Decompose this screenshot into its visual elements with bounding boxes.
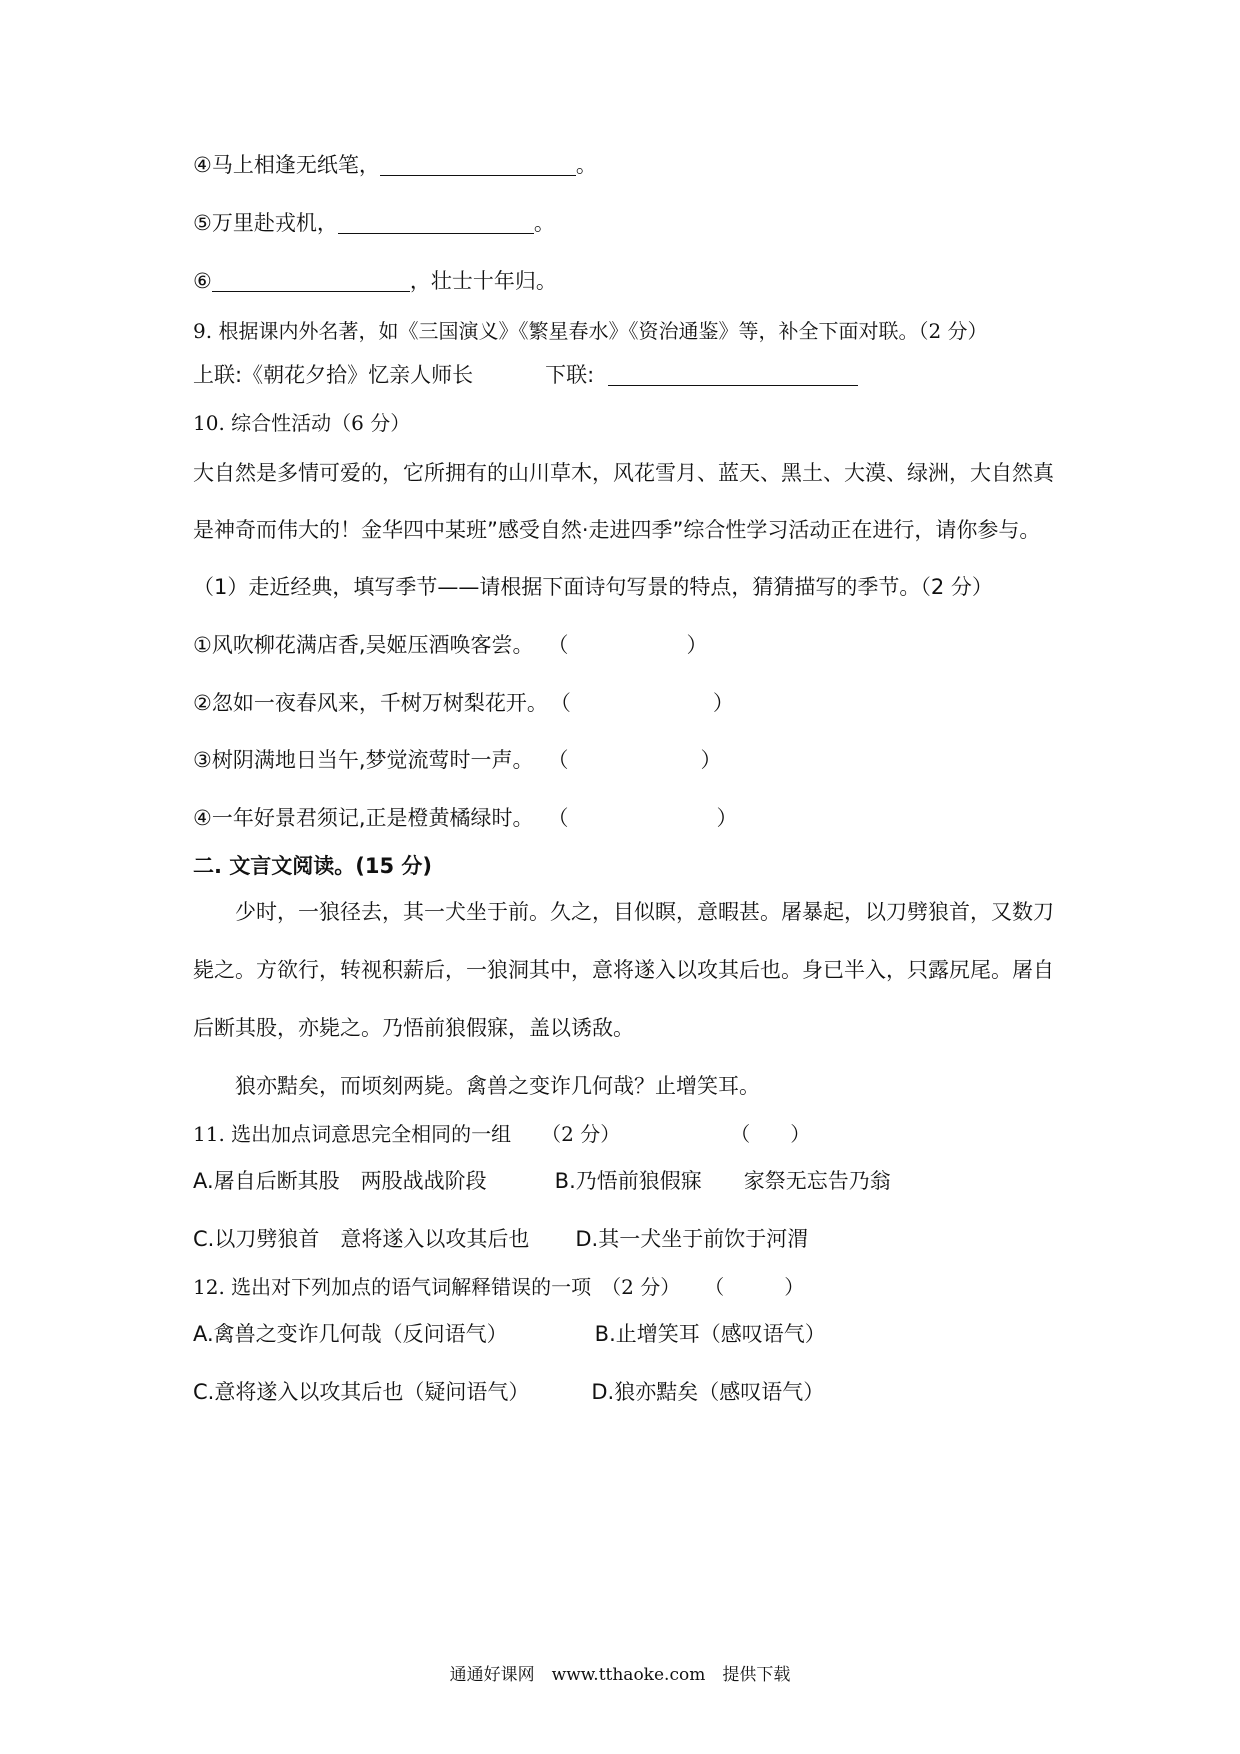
answer-blank[interactable] xyxy=(380,153,576,176)
answer-blank[interactable] xyxy=(338,211,534,234)
classical-text-line-4: 狼亦黠矣，而顷刻两毙。禽兽之变诈几何哉？止增笑耳。 xyxy=(235,1074,760,1098)
question-10: 10. 综合性活动（6 分） xyxy=(193,411,411,435)
question-12-text: 12. 选出对下列加点的语气词解释错误的一项 （2 分） xyxy=(193,1275,681,1299)
question-12-answer[interactable]: （ ） xyxy=(704,1275,805,1299)
season-item-1 xyxy=(193,630,708,660)
couplet-answer-blank[interactable] xyxy=(608,363,858,386)
intro-paragraph-line-2: 是神奇而伟大的！金华四中某班”感受自然·走进四季”综合性学习活动正在进行，请你参与。 xyxy=(193,518,1041,542)
paren-close: ） xyxy=(712,691,734,715)
poem-line-5 xyxy=(193,208,555,238)
couplet-row xyxy=(193,360,858,390)
season-item-text: ③树阴满地日当午,梦觉流莺时一声。 xyxy=(193,748,534,772)
season-item-2 xyxy=(193,688,734,718)
classical-text-line-1: 少时，一狼径去，其一犬坐于前。久之，目似瞑，意暇甚。屠暴起，以刀劈狼首，又数刀 xyxy=(235,900,1054,924)
option-d[interactable]: D.其一犬坐于前饮于河渭 xyxy=(575,1227,809,1251)
option-c[interactable]: C.意将遂入以攻其后也（疑问语气） xyxy=(193,1380,530,1404)
poem-line-4-end: 。 xyxy=(575,153,597,177)
poem-line-6-num: ⑥ xyxy=(193,269,212,293)
poem-line-4 xyxy=(193,150,597,180)
couplet-lower-label: 下联: xyxy=(545,363,595,387)
option-a[interactable]: A.屠自后断其股 两股战战阶段 xyxy=(193,1169,487,1193)
question-11-answer[interactable]: （ ） xyxy=(730,1122,811,1146)
paren-open: （ xyxy=(547,633,569,657)
poem-line-5-end: 。 xyxy=(533,211,555,235)
season-item-4 xyxy=(193,803,738,833)
paren-open: （ xyxy=(547,806,569,830)
season-item-text: ②忽如一夜春风来，千树万树梨花开。 xyxy=(193,691,548,715)
question-11-options-row-2 xyxy=(193,1224,808,1254)
option-c[interactable]: C.以刀劈狼首 意将遂入以攻其后也 xyxy=(193,1227,530,1251)
season-item-text: ④一年好景君须记,正是橙黄橘绿时。 xyxy=(193,806,534,830)
paren-open: （ xyxy=(549,691,571,715)
paren-close: ） xyxy=(700,748,722,772)
page-footer: 通通好课网 www.tthaoke.com 提供下载 xyxy=(449,1665,791,1685)
poem-line-6-text: ，壮士十年归。 xyxy=(409,269,557,293)
intro-paragraph-line-1: 大自然是多情可爱的，它所拥有的山川草木，风花雪月、蓝天、黑土、大漠、绿洲，大自然真 xyxy=(193,461,1054,485)
question-9: 9. 根据课内外名著，如《三国演义》《繁星春水》《资治通鉴》等，补全下面对联。（2 分） xyxy=(193,319,988,343)
section-2-heading: 二. 文言文阅读。(15 分) xyxy=(193,854,433,878)
option-b[interactable]: B.止增笑耳（感叹语气） xyxy=(594,1322,826,1346)
question-11-text: 11. 选出加点词意思完全相同的一组 （2 分） xyxy=(193,1122,621,1146)
option-b[interactable]: B.乃悟前狼假寐 家祭无忘告乃翁 xyxy=(554,1169,891,1193)
paren-open: （ xyxy=(547,748,569,772)
question-11 xyxy=(193,1119,810,1149)
option-a[interactable]: A.禽兽之变诈几何哉（反问语气） xyxy=(193,1322,508,1346)
poem-line-6 xyxy=(193,266,557,296)
paren-close: ） xyxy=(686,633,708,657)
season-item-3 xyxy=(193,745,722,775)
paren-close: ） xyxy=(716,806,738,830)
question-12-options-row-1 xyxy=(193,1319,826,1349)
poem-line-5-text: ⑤万里赴戎机， xyxy=(193,211,338,235)
option-d[interactable]: D.狼亦黠矣（感叹语气） xyxy=(591,1380,825,1404)
answer-blank[interactable] xyxy=(212,269,410,292)
poem-line-4-text: ④马上相逢无纸笔， xyxy=(193,153,380,177)
season-item-text: ①风吹柳花满店香,吴姬压酒唤客尝。 xyxy=(193,633,534,657)
classical-text-line-2: 毙之。方欲行，转视积薪后，一狼洞其中，意将遂入以攻其后也。身已半入，只露尻尾。屠自 xyxy=(193,958,1054,982)
question-11-options-row-1 xyxy=(193,1166,891,1196)
couplet-upper: 上联:《朝花夕拾》忆亲人师长 xyxy=(193,363,474,387)
classical-text-line-3: 后断其股，亦毙之。乃悟前狼假寐，盖以诱敌。 xyxy=(193,1016,634,1040)
sub-question-1: （1）走近经典，填写季节——请根据下面诗句写景的特点，猜猜描写的季节。（2 分） xyxy=(193,575,993,599)
question-12-options-row-2 xyxy=(193,1377,824,1407)
question-12 xyxy=(193,1272,804,1302)
